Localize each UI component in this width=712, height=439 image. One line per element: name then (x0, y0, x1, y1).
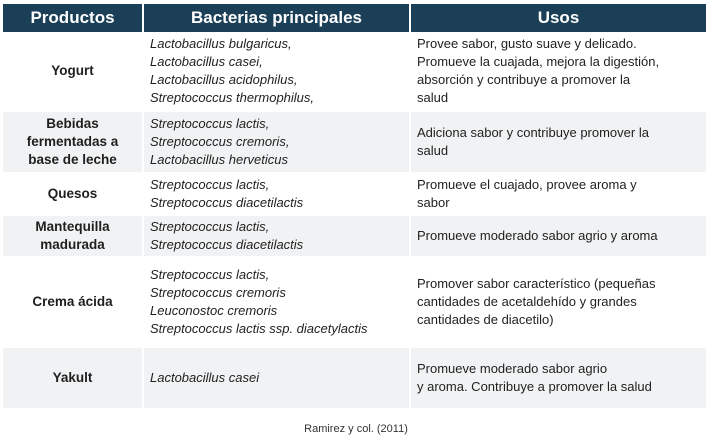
product-cell-line: Mantequilla (35, 219, 110, 234)
product-cell-line: base de leche (28, 152, 117, 167)
bacteria-cell-line: Streptococcus lactis ssp. diacetylactis (150, 321, 368, 336)
product-cell-line: Yogurt (51, 63, 94, 78)
uses-cell-line: y aroma. Contribuye a promover la salud (417, 379, 652, 394)
uses-cell-line: Adiciona sabor y contribuye promover la (417, 125, 649, 140)
bacteria-cell-line: Streptococcus diacetilactis (150, 237, 304, 252)
bacteria-cell-line: Leuconostoc cremoris (150, 303, 278, 318)
header-usos: Usos (410, 4, 706, 32)
uses-cell (410, 257, 706, 347)
bacteria-cell-line: Lactobacillus bulgaricus, (150, 36, 292, 51)
uses-cell (410, 173, 706, 215)
bacteria-cell-line: Lactobacillus acidophilus, (150, 72, 298, 87)
bacteria-cell (143, 111, 410, 173)
product-cell (3, 111, 143, 173)
bacteria-cell-line: Streptococcus cremoris, (150, 134, 290, 149)
bacteria-cell (143, 173, 410, 215)
product-cell (3, 347, 143, 409)
product-cell (3, 173, 143, 215)
bacteria-cell-line: Streptococcus lactis, (150, 177, 270, 192)
product-cell-line: Yakult (52, 370, 93, 385)
bacteria-cell-line: Streptococcus lactis, (150, 219, 270, 234)
bacteria-cell (143, 32, 410, 111)
bacteria-cell-line: Streptococcus lactis, (150, 116, 270, 131)
header-productos: Productos (3, 4, 143, 32)
bacteria-cell (143, 347, 410, 409)
table-header (3, 4, 706, 32)
product-cell (3, 257, 143, 347)
uses-cell-line: cantidades de acetaldehído y grandes (417, 294, 637, 309)
table-row (3, 32, 706, 111)
bacteria-cell-line: Streptococcus cremoris (150, 285, 286, 300)
uses-cell-line: Promueve moderado sabor agrio y aroma (417, 228, 658, 243)
bacteria-cell-line: Streptococcus lactis, (150, 267, 270, 282)
table-row (3, 111, 706, 173)
bacteria-table (3, 4, 706, 410)
source-citation: Ramirez y col. (2011) (304, 423, 408, 435)
uses-cell-line: absorción y contribuye a promover la (417, 72, 631, 87)
uses-cell-line: salud (417, 143, 449, 158)
bacteria-cell-line: Streptococcus diacetilactis (150, 195, 304, 210)
uses-cell-line: cantidades de diacetilo) (417, 312, 554, 327)
table-row (3, 215, 706, 257)
product-cell-line: Crema ácida (32, 294, 113, 309)
uses-cell-line: Promover sabor característico (pequeñas (417, 276, 656, 291)
table-row (3, 347, 706, 409)
uses-cell-line: Promueve moderado sabor agrio (417, 361, 608, 376)
bacteria-cell-line: Streptococcus thermophilus, (150, 90, 315, 105)
uses-cell-line: Provee sabor, gusto suave y delicado. (417, 36, 637, 51)
header-bacterias: Bacterias principales (143, 4, 410, 32)
uses-cell-line: Promueve el cuajado, provee aroma y (417, 177, 637, 192)
product-cell-line: madurada (40, 237, 105, 252)
uses-cell-line: Promueve la cuajada, mejora la digestión, (417, 54, 660, 69)
uses-cell (410, 347, 706, 409)
table-row (3, 257, 706, 347)
product-cell (3, 32, 143, 111)
uses-cell-line: salud (417, 90, 449, 105)
product-cell-line: Quesos (47, 186, 98, 201)
table-row (3, 173, 706, 215)
product-cell-line: Bebidas (46, 116, 99, 131)
product-cell (3, 215, 143, 257)
uses-cell (410, 111, 706, 173)
bacteria-cell (143, 215, 410, 257)
uses-cell (410, 215, 706, 257)
bacteria-cell-line: Lactobacillus casei (150, 370, 260, 385)
bacteria-cell-line: Lactobacillus herveticus (150, 152, 289, 167)
uses-cell-line: sabor (417, 195, 450, 210)
table-body (3, 32, 706, 409)
bacteria-cell-line: Lactobacillus casei, (150, 54, 263, 69)
product-cell-line: fermentadas a (26, 134, 119, 149)
uses-cell (410, 32, 706, 111)
bacteria-cell (143, 257, 410, 347)
